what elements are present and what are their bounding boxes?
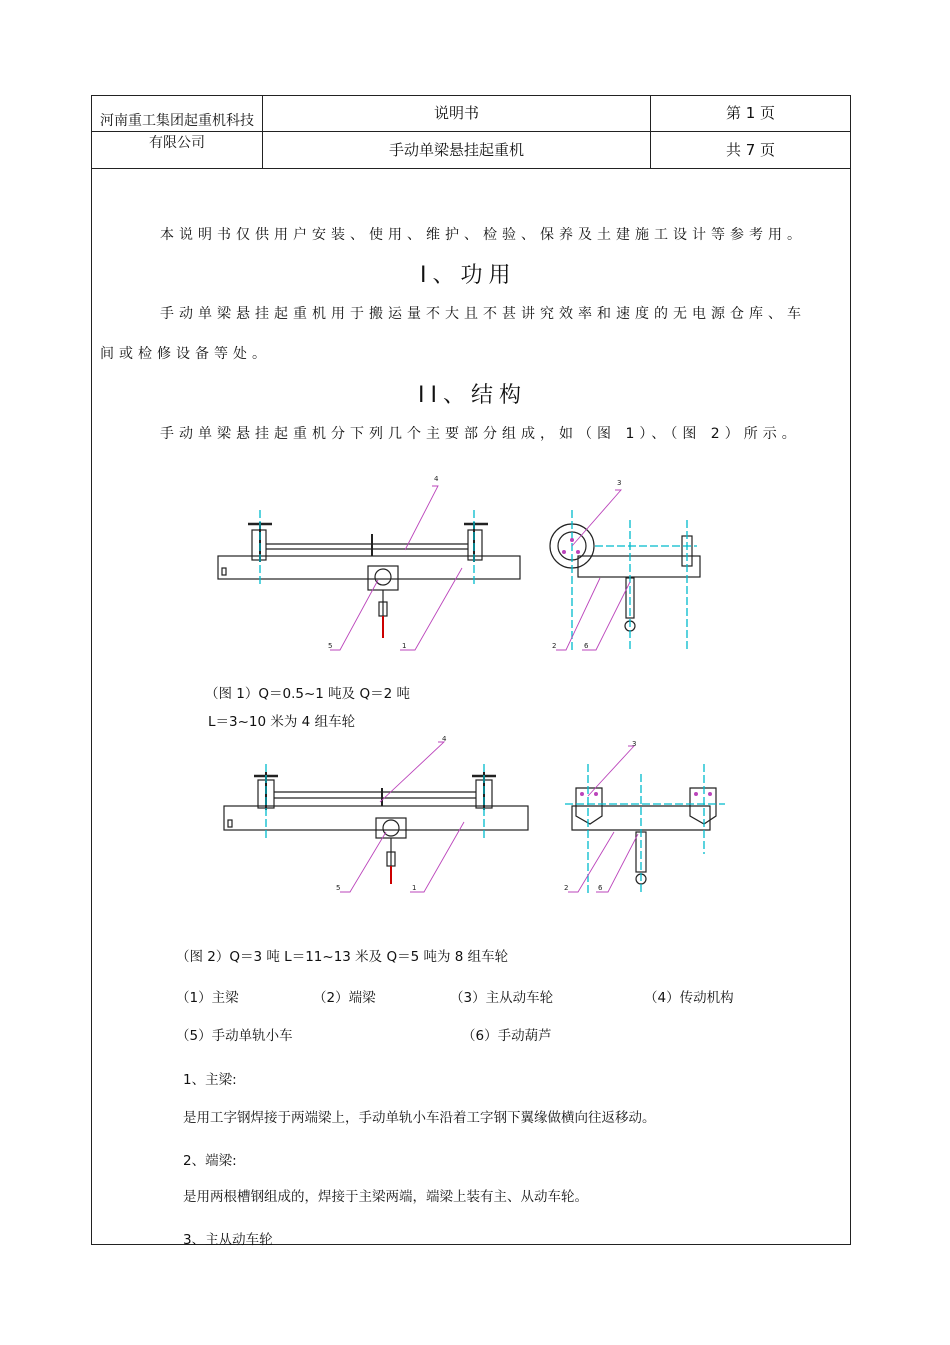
section-1-body-line1: 手动单梁悬挂起重机用于搬运量不大且不甚讲究效率和速度的无电源仓库、车 xyxy=(160,306,806,322)
fig1-label-4: 4 xyxy=(434,475,439,483)
company-name: 河南重工集团起重机科技有限公司 xyxy=(100,112,254,151)
section-2-title: II、结构 xyxy=(418,383,527,408)
fig2-label-1: 1 xyxy=(412,884,417,892)
header-bottom-border xyxy=(91,168,851,169)
figure-2-caption: （图 2）Q＝3 吨 L＝11~13 米及 Q＝5 吨为 8 组车轮 xyxy=(176,949,509,965)
fig1-beam-mark xyxy=(222,568,226,575)
figure-1-drawing xyxy=(200,470,720,660)
page-number: 第 1 页 xyxy=(725,104,776,122)
item-1-title: 1、主梁: xyxy=(183,1072,237,1088)
part-3: （3）主从动车轮 xyxy=(450,990,554,1006)
part-6: （6）手动葫芦 xyxy=(462,1028,552,1044)
item-1-body: 是用工字钢焊接于两端梁上，手动单轨小车沿着工字钢下翼缘做横向往返移动。 xyxy=(183,1110,656,1126)
fig2-label-6: 6 xyxy=(598,884,603,892)
section-2-body: 手动单梁悬挂起重机分下列几个主要部分组成，如（图 1）、（图 2）所示。 xyxy=(160,426,801,442)
part-5: （5）手动单轨小车 xyxy=(176,1028,293,1044)
fig2-label-4: 4 xyxy=(442,735,447,743)
fig1-label-1: 1 xyxy=(402,642,407,650)
section-1-body-line2: 间或检修设备等处。 xyxy=(100,346,271,362)
fig1-label-6: 6 xyxy=(584,642,589,650)
figure-1-caption-line2: L＝3~10 米为 4 组车轮 xyxy=(208,714,356,730)
part-4: （4）传动机构 xyxy=(644,990,734,1006)
figure-1-caption-line1: （图 1）Q＝0.5~1 吨及 Q＝2 吨 xyxy=(205,686,410,702)
fig1-label-3: 3 xyxy=(617,479,622,487)
figure-2-drawing xyxy=(210,734,730,904)
fig2-trolley xyxy=(376,818,406,838)
fig1-label-2: 2 xyxy=(552,642,557,650)
intro-text: 本说明书仅供用户安装、使用、维护、检验、保养及土建施工设计等参考用。 xyxy=(160,227,806,243)
fig2-label-5: 5 xyxy=(336,884,341,892)
item-3-title: 3、主从动车轮 xyxy=(183,1232,273,1248)
part-2: （2）端梁 xyxy=(313,990,376,1006)
fig2-label-3: 3 xyxy=(632,740,637,748)
page-total: 共 7 页 xyxy=(725,141,776,159)
item-2-title: 2、端梁: xyxy=(183,1153,237,1169)
doc-type: 说明书 xyxy=(433,104,479,122)
fig2-label-2: 2 xyxy=(564,884,569,892)
section-1-title: I、功用 xyxy=(420,263,517,288)
product-name: 手动单梁悬挂起重机 xyxy=(388,141,524,159)
item-2-body: 是用两根槽钢组成的，焊接于主梁两端，端梁上装有主、从动车轮。 xyxy=(183,1189,588,1205)
part-1: （1）主梁 xyxy=(176,990,239,1006)
fig1-label-5: 5 xyxy=(328,642,333,650)
